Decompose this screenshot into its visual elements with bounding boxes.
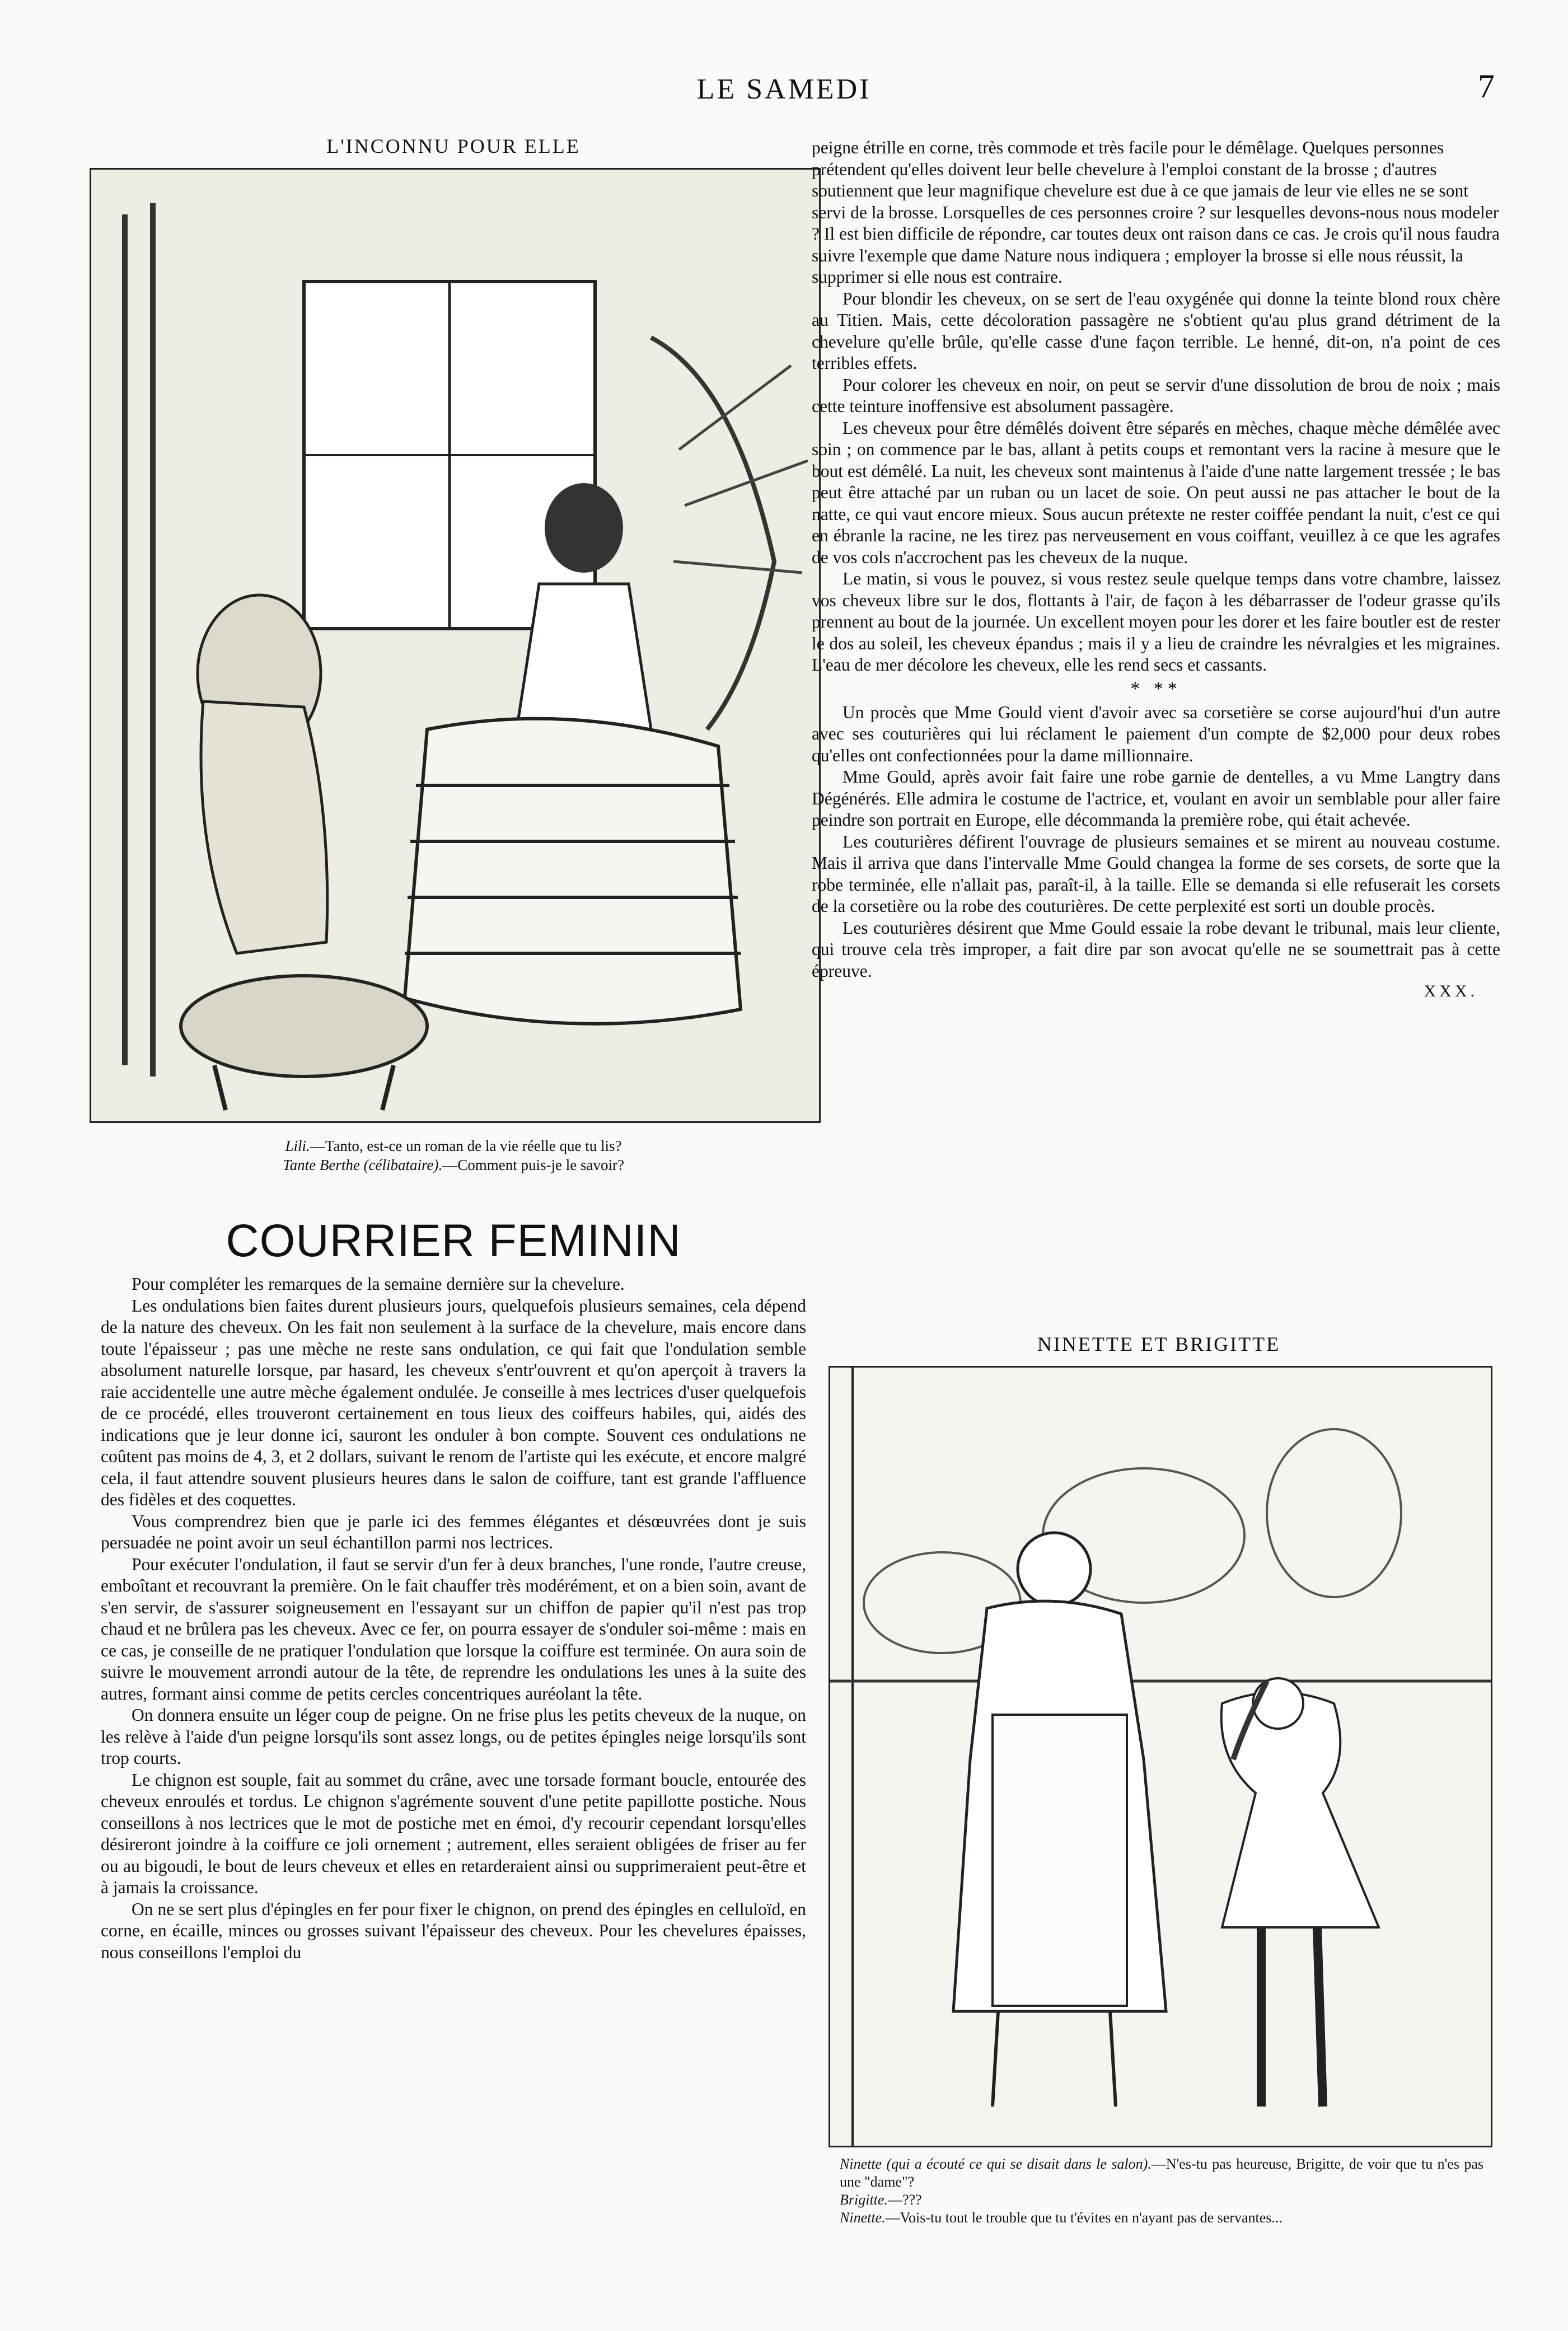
- caption-top-line-2: [90, 1155, 817, 1174]
- caption-speaker-ninette: Ninette (qui a écouté ce qui se disait dans le salon).: [840, 2156, 1152, 2172]
- article-paragraph: Les couturières défirent l'ouvrage de plusieurs semaines et se mirent au nouveau costume. Mais il arriva que dans l'intervalle Mme Gould changea la forme de ses corsets, de sorte que la robe terminée, elle n'allait pas, paraît-il, à la taille. Elle se demanda si elle refuserait les corsets de la corsetière ou la robe des couturières. De cette perplexité est sorti un double procès.: [812, 831, 1500, 916]
- engraving-artwork: [91, 170, 819, 1121]
- caption-text-lili: —Tanto, est-ce un roman de la vie réelle que tu lis?: [310, 1138, 622, 1154]
- article-paragraph: On donnera ensuite un léger coup de peigne. On ne frise plus les petits cheveux de la nuque, on les relève à l'aide d'un peigne lorsqu'ils sont assez longs, ou de petites épingles neige lorsqu'ils sont trop courts.: [101, 1705, 806, 1768]
- caption-bottom-line-2: [840, 2191, 1483, 2209]
- caption-speaker-berthe: Tante Berthe (célibataire).: [283, 1157, 443, 1173]
- section-separator: * **: [1130, 678, 1182, 699]
- engraving-kitchen-scene: [829, 1366, 1492, 2147]
- illustration-title-bottom: NINETTE ET BRIGITTE: [1037, 1333, 1281, 1355]
- article-paragraph: Un procès que Mme Gould vient d'avoir avec sa corsetière se corse aujourd'hui d'un autre avec ses couturières qui lui réclament le paiement d'un compte de $2,000 pour deux robes qu'elles ont confectionnées pour la dame millionnaire.: [812, 702, 1500, 765]
- article-paragraph: peigne étrille en corne, très commode et très facile pour le démêlage. Quelques personnes prétendent qu'elles doivent leur belle chevelure à l'emploi constant de la brosse ; d'autres soutiennent que leur magnifique chevelure est due à ce que jamais de leur vie elles ne se sont servi de la brosse. Lorsquelles de ces personnes croire ? sur lesquelles devons-nous nous modeler ? Il est bien difficile de répondre, car toutes deux ont raison dans ce cas. Je crois qu'il nous faudra suivre l'exemple que dame Nature nous indiquera ; employer la brosse si elle nous réussit, la supprimer si elle nous est contraire.: [812, 138, 1500, 287]
- caption-text-ninette-2: —Vois-tu tout le trouble que tu t'évites en n'ayant pas de servantes...: [885, 2210, 1283, 2226]
- article-paragraph: Les ondulations bien faites durent plusieurs jours, quelquefois plusieurs semaines, cela dépend de la nature des cheveux. On les fait non seulement à la surface de la chevelure, mais encore dans toute l'épaisseur ; pas une mèche ne reste sans ondulation, ce qui fait que l'ondulation semble absolument naturelle lorsque, par hasard, les cheveux s'entr'ouvrent et qu'on aperçoit à travers la raie accidentelle une autre mèche également ondulée. Je conseille à mes lectrices d'user quelquefois de ce procédé, elles trouveront certainement en tous lieux des coiffeurs habiles, qui, aidés des indications que je leur donne ici, sauront les onduler à bon compte. Souvent ces ondulations ne coûtent pas moins de 4, 3, et 2 dollars, suivant le renom de l'artiste qui les exécute, et encore malgré cela, il faut attendre souvent plusieurs heures dans le salon de coiffure, tant est grande l'affluence des fidèles et des coquettes.: [101, 1295, 806, 1509]
- article-paragraph: Pour blondir les cheveux, on se sert de l'eau oxygénée qui donne la teinte blond roux chère au Titien. Mais, cette décoloration passagère ne s'obtient qu'au plus grand détriment de la chevelure qu'elle brûle, qu'elle casse d'une façon terrible. Le henné, dit-on, n'a point de ces terribles effets.: [812, 288, 1500, 373]
- caption-bottom-line-1: [840, 2155, 1483, 2191]
- section-title: COURRIER FEMININ: [226, 1215, 681, 1266]
- caption-text-ninette: —N'es-tu pas heureuse, Brigitte, de voir que tu n'es pas une "dame"?: [840, 2156, 1483, 2190]
- article-signature: XXX.: [1424, 982, 1478, 1000]
- article-column-right: [812, 137, 1500, 1001]
- caption-top-line-1: [90, 1136, 817, 1155]
- article-paragraph: Le chignon est souple, fait au sommet du crâne, avec une torsade formant boucle, entourée des cheveux enroulés et tordus. Le chignon s'agrémente souvent d'une petite papillotte postiche. Nous conseillons à nos lectrices que le mot de postiche met en émoi, d'y recourir cependant lorsqu'elles désireront joindre à la coiffure ce joli ornement ; autrement, elles seraient obligées de friser au fer ou au bigoudi, le bout de leurs cheveux et elles en retarderaient ainsi ou supprimeraient peut-être et à jamais la croissance.: [101, 1770, 806, 1897]
- caption-speaker-brigitte: Brigitte.: [840, 2192, 888, 2208]
- engraving-artwork: [830, 1368, 1491, 2146]
- illustration-title-top: L'INCONNU POUR ELLE: [326, 135, 581, 157]
- caption-speaker-lili: Lili.: [285, 1138, 310, 1154]
- caption-text-berthe: —Comment puis-je le savoir?: [442, 1157, 624, 1173]
- caption-bottom: [840, 2155, 1483, 2227]
- article-paragraph: Pour compléter les remarques de la semaine dernière sur la chevelure.: [132, 1274, 625, 1294]
- running-title: LE SAMEDI: [696, 73, 872, 105]
- article-paragraph: Pour exécuter l'ondulation, il faut se servir d'un fer à deux branches, l'une ronde, l'autre creuse, emboîtant et recouvrant la première. On le fait chauffer très modérément, et on a bien soin, avant de s'en servir, de s'assurer soigneusement en l'essayant sur un chiffon de papier qu'il n'est pas trop chaud et ne brûlera pas les cheveux. Avec ce fer, on pourra essayer de s'onduler soi-même : mais en ce cas, je conseille de ne pratiquer l'ondulation que lorsque la coiffure est terminée. On aura soin de suivre le mouvement arrondi autour de la tête, de reprendre les ondulations les unes à la suite des autres, formant ainsi comme de petits cercles concentriques auréolant la tête.: [101, 1554, 806, 1703]
- page-number: 7: [1478, 68, 1495, 105]
- caption-speaker-ninette-2: Ninette.: [840, 2210, 886, 2226]
- caption-top: [90, 1136, 817, 1174]
- article-paragraph: Vous comprendrez bien que je parle ici des femmes élégantes et désœuvrées dont je suis persuadée ne point avoir un seul échantillon parmi nos lectrices.: [101, 1511, 806, 1552]
- article-paragraph: Pour colorer les cheveux en noir, on peut se servir d'une dissolution de brou de noix ; mais cette teinture inoffensive est absolument passagère.: [812, 375, 1500, 416]
- article-paragraph: Les cheveux pour être démêlés doivent être séparés en mèches, chaque mèche démêlée avec soin ; on commence par le bas, allant à petits coups et remontant vers la racine à mesure que le bout est démêlé. La nuit, les cheveux sont maintenus à l'aide d'une natte largement tressée ; le bas peut être attaché par un ruban ou un lacet de soie. On peut aussi ne pas attacher le bout de la natte, ce qui vaut encore mieux. Sous aucun prétexte ne rester coiffée pendant la nuit, c'est ce qui en ébranle la racine, ne les tirez pas nerveusement en vous coiffant, veuillez à ce que les agrafes de vos cols n'accrochent pas les cheveux de la nuque.: [812, 418, 1500, 567]
- article-paragraph: Mme Gould, après avoir fait faire une robe garnie de dentelles, a vu Mme Langtry dans Dégénérés. Elle admira le costume de l'actrice, et, voulant en avoir un semblable pour aller faire peindre son portrait en Europe, elle décommanda la première robe, qui était achevée.: [812, 767, 1500, 830]
- article-paragraph: Le matin, si vous le pouvez, si vous restez seule quelque temps dans votre chambre, laissez vos cheveux libre sur le dos, flottants à l'air, de façon à les débarrasser de l'odeur grasse qu'ils prennent au bout de la journée. Un excellent moyen pour les dorer et les faire boutler est de rester le dos au soleil, les cheveux épandus ; mais il y a lieu de craindre les névralgies et les migraines. L'eau de mer décolore les cheveux, elle les rend secs et cassants.: [812, 569, 1500, 675]
- article-column-left: [101, 1274, 806, 1963]
- caption-bottom-line-3: [840, 2209, 1483, 2227]
- article-paragraph: Les couturières désirent que Mme Gould essaie la robe devant le tribunal, mais leur cliente, qui trouve cela très improper, a fait dire par son avocat qu'elle ne se soumettrait pas à cette épreuve.: [812, 918, 1500, 981]
- caption-text-brigitte: —???: [887, 2192, 922, 2208]
- article-paragraph: On ne se sert plus d'épingles en fer pour fixer le chignon, on prend des épingles en celluloïd, en corne, en écaille, minces ou grosses suivant l'épaisseur des cheveux. Pour les chevelures épaisses, nous conseillons l'emploi du: [101, 1899, 806, 1962]
- engraving-parlor-scene: [90, 168, 821, 1123]
